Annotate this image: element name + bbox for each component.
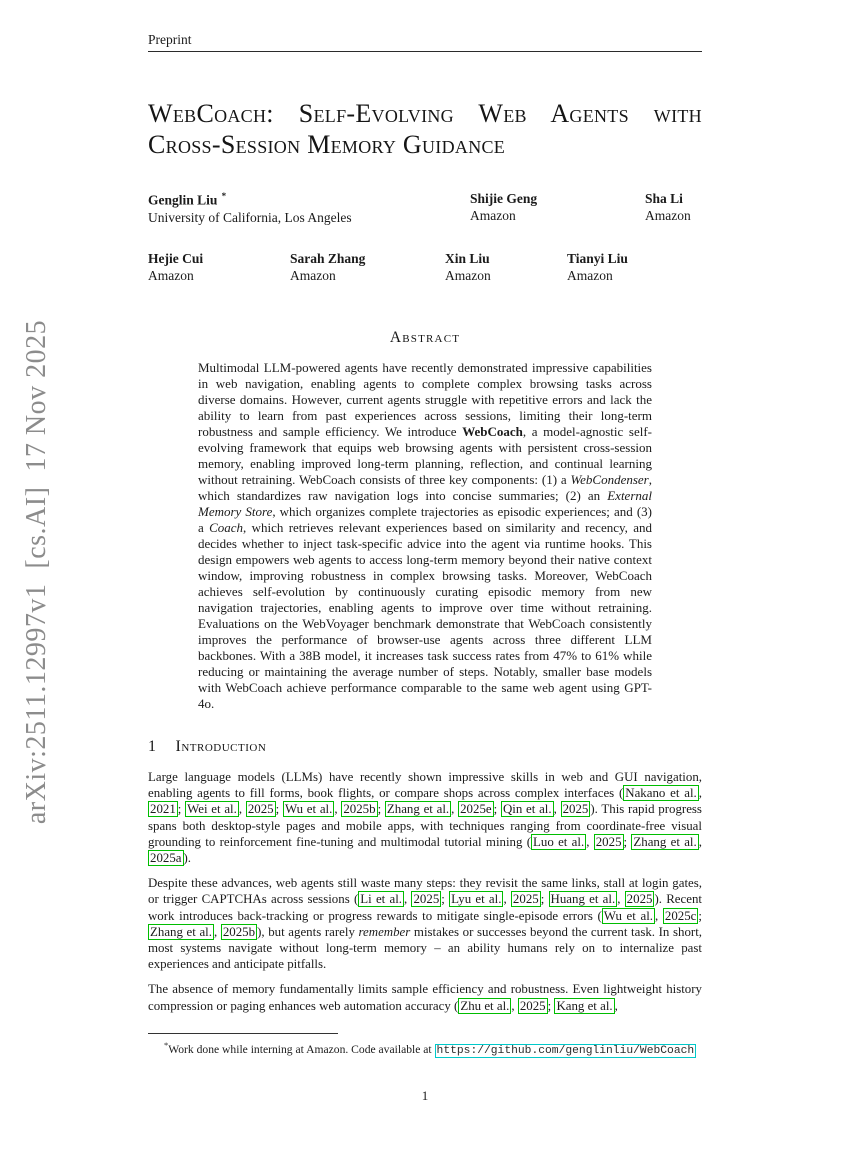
authors-row-1 xyxy=(148,191,702,229)
citation-link[interactable]: 2025 xyxy=(247,802,274,817)
author-block xyxy=(148,191,352,226)
author-affiliation: Amazon xyxy=(445,268,491,283)
citation-link[interactable]: 2025a xyxy=(150,851,182,866)
text-segment: ; xyxy=(493,802,501,817)
citation-link[interactable]: Zhang et al. xyxy=(150,924,212,939)
citation-link[interactable]: Lyu et al. xyxy=(451,892,502,907)
text-segment: , which organizes complete trajectories as episodic experiences; and (3) a xyxy=(198,504,652,535)
author-affiliation: Amazon xyxy=(470,208,516,223)
author-block xyxy=(567,251,628,284)
citation-link[interactable]: 2025e xyxy=(460,802,492,817)
citation-link[interactable]: 2025 xyxy=(626,892,653,907)
text-segment: , xyxy=(586,834,594,849)
text-segment: Multimodal LLM-powered agents have recently demonstrated impressive capabilities in web navigation, enabling agents to complete complex browsing tasks across diverse domains. However, current agents struggle with repetitive errors and lack the ability to learn from past experiences across sessions, limiting their long-term robustness and sample efficiency. We introduce xyxy=(198,360,652,439)
author-affiliation: Amazon xyxy=(290,268,336,283)
text-segment: Despite these advances, web agents still waste many steps: they revisit the same links, stall at login gates, or trigger CAPTCHAs across sessions ( xyxy=(148,876,702,907)
author-name: Shijie Geng xyxy=(470,191,538,206)
footnote-text xyxy=(148,1038,702,1059)
paper-title-line-1: WebCoach: Self-Evolving Web Agents with xyxy=(148,99,702,128)
citation-link[interactable]: 2025 xyxy=(413,892,440,907)
author-name: Sha Li xyxy=(645,191,683,206)
author-name: Hejie Cui xyxy=(148,251,204,266)
text-segment: , xyxy=(238,802,246,817)
citation-link[interactable]: Nakano et al. xyxy=(625,786,697,801)
citation-link[interactable]: Wei et al. xyxy=(187,802,237,817)
citation-link[interactable]: 2025c xyxy=(664,908,697,923)
text-segment: ; xyxy=(623,834,632,849)
text-segment: ; xyxy=(547,998,555,1013)
page-number: 1 xyxy=(421,1088,429,1103)
text-segment: remember xyxy=(358,924,411,939)
text-segment: , which standardizes raw navigation logs into concise summaries; (2) an xyxy=(198,472,652,503)
text-segment: Large language models (LLMs) have recently shown impressive skills in web and GUI navigation, enabling agents to fill forms, book flights, or compare shops across complex interfaces ( xyxy=(148,770,702,801)
section-1-heading xyxy=(148,738,702,756)
author-name: Xin Liu xyxy=(445,251,490,266)
text-segment: ; xyxy=(441,892,450,907)
text-segment: , xyxy=(614,998,618,1013)
author-affiliation: University of California, Los Angeles xyxy=(148,209,352,225)
author-block xyxy=(470,191,537,224)
authors-row-2 xyxy=(148,251,702,289)
text-segment: ), but agents rarely xyxy=(257,924,359,939)
author-block xyxy=(290,251,365,284)
author-name: Tianyi Liu xyxy=(567,251,628,266)
intro-paragraph-1 xyxy=(148,769,702,866)
text-segment: The absence of memory fundamentally limits sample efficiency and robustness. Even lightweight history compression or paging enhances web automation accuracy ( xyxy=(148,982,702,1013)
footnote-block xyxy=(148,1033,702,1059)
intro-paragraph-2 xyxy=(148,875,702,972)
citation-link[interactable]: Luo et al. xyxy=(533,834,585,849)
author-name: Sarah Zhang xyxy=(290,251,366,266)
section-1-title: Introduction xyxy=(175,738,267,755)
citation-link[interactable]: Zhang et al. xyxy=(633,834,697,849)
text-segment: * xyxy=(164,1040,169,1050)
citation-link[interactable]: 2025b xyxy=(343,802,376,817)
abstract-body xyxy=(198,360,652,712)
author-name: Genglin Liu * xyxy=(148,191,227,208)
author-block xyxy=(445,251,491,284)
text-segment: ; xyxy=(698,908,702,923)
citation-link[interactable]: Huang et al. xyxy=(550,892,616,907)
citation-link[interactable]: Wu et al. xyxy=(284,802,333,817)
citation-link[interactable]: 2025 xyxy=(562,802,589,817)
author-affiliation: Amazon xyxy=(148,268,194,283)
text-segment: , xyxy=(698,786,702,801)
text-segment: mistakes or successes beyond the current task. In short, most systems navigate without long-term memory – an ability humans rely on to internalize past experiences and anticipate pitfalls. xyxy=(148,924,702,972)
section-1-number: 1 xyxy=(148,738,157,755)
citation-link[interactable]: Wu et al. xyxy=(603,908,654,923)
text-segment: ; xyxy=(177,802,186,817)
text-segment: ). xyxy=(183,851,192,866)
text-segment: ). Recent work introduces back-tracking or progress rewards to mitigate single-episode errors ( xyxy=(148,892,702,923)
text-segment: , a model-agnostic self-evolving framework that equips web browsing agents with persistent cross-session memory, enabling improved long-term planning, reflection, and continual learning without retraining. WebCoach consists of three key components: (1) a xyxy=(198,424,653,487)
code-url-link[interactable]: https://github.com/genglinliu/WebCoach xyxy=(436,1044,695,1057)
citation-link[interactable]: Li et al. xyxy=(360,892,403,907)
text-segment: , xyxy=(503,892,511,907)
text-segment: , xyxy=(655,908,663,923)
intro-paragraph-3 xyxy=(148,981,702,1013)
paper-title xyxy=(148,98,702,160)
text-segment: , xyxy=(214,924,221,939)
text-segment: , xyxy=(553,802,561,817)
running-header-label: Preprint xyxy=(148,32,192,47)
text-segment: , xyxy=(334,802,342,817)
text-segment: ). This rapid progress spans both desktop-style pages and mobile apps, with techniques ranging from coordinate-free visual grounding to reinforcement fine-tuning and multimodal tutorial mining ( xyxy=(148,802,702,849)
text-segment: ; xyxy=(275,802,283,817)
text-segment: WebCondenser xyxy=(570,472,649,487)
author-affiliation: Amazon xyxy=(645,208,691,223)
author-footnote-mark: * xyxy=(219,191,227,201)
paper-content-column xyxy=(148,0,702,1014)
text-segment: , xyxy=(698,834,702,849)
citation-link[interactable]: 2025 xyxy=(595,834,622,849)
text-segment: , xyxy=(511,998,518,1013)
citation-link[interactable]: 2025b xyxy=(222,924,256,939)
citation-link[interactable]: 2025 xyxy=(519,998,546,1013)
footnote-rule xyxy=(148,1033,338,1034)
citation-link[interactable]: Qin et al. xyxy=(502,802,552,817)
paper-title-line-2: Cross-Session Memory Guidance xyxy=(148,130,506,159)
abstract-heading: Abstract xyxy=(389,329,461,346)
author-block xyxy=(645,191,691,224)
citation-link[interactable]: Zhu et al. xyxy=(460,998,510,1013)
text-segment: , xyxy=(451,802,459,817)
text-segment: , xyxy=(617,892,625,907)
author-affiliation: Amazon xyxy=(567,268,613,283)
text-segment: ; xyxy=(377,802,385,817)
citation-link[interactable]: 2021 xyxy=(150,802,176,817)
text-segment: , xyxy=(404,892,412,907)
text-segment: Work done while interning at Amazon. Code available at xyxy=(168,1042,435,1056)
text-segment: Coach xyxy=(209,520,244,535)
arxiv-watermark: arXiv:2511.12997v1 [cs.AI] 17 Nov 2025 xyxy=(21,319,52,825)
author-block xyxy=(148,251,203,284)
text-segment: WebCoach xyxy=(462,424,523,439)
citation-link[interactable]: Kang et al. xyxy=(556,998,613,1013)
citation-link[interactable]: Zhang et al. xyxy=(386,802,450,817)
text-segment: ; xyxy=(540,892,549,907)
text-segment: , which retrieves relevant experiences based on similarity and recency, and decides whether to inject task-specific advice into the agent via runtime hooks. This design empowers web agents to access long-term memory beyond their native context window, improving robustness in complex browsing tasks. Moreover, WebCoach achieves self-evolution by continuously curating episodic memory from new navigation trajectories, enabling agents to improve over time without retraining. Evaluations on the WebVoyager benchmark demonstrate that WebCoach consistently improves the performance of browser-use agents across three different LLM backbones. With a 38B model, it increases task success rates from 47% to 61% while reducing or maintaining the average number of steps. Notably, smaller base models with WebCoach achieve performance comparable to the same web agent using GPT-4o. xyxy=(198,520,652,711)
header-rule xyxy=(148,51,702,52)
running-header xyxy=(148,32,702,48)
text-segment: External Memory Store xyxy=(198,488,652,519)
citation-link[interactable]: 2025 xyxy=(512,892,539,907)
